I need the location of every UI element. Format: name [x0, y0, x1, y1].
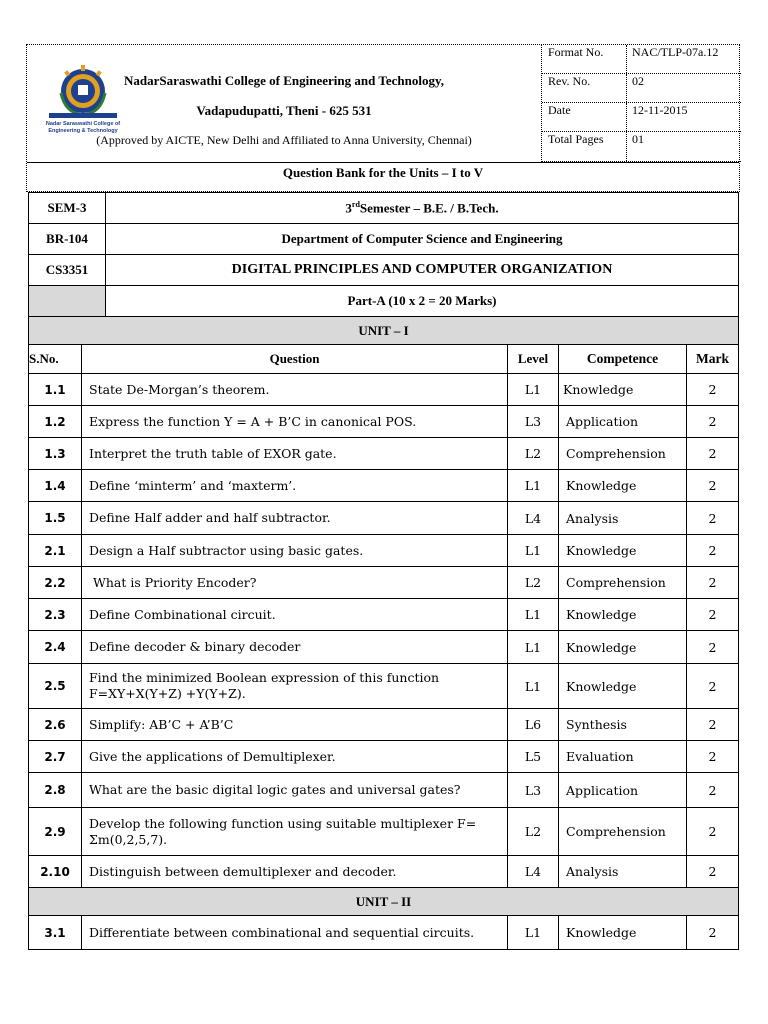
table-row [29, 664, 739, 709]
question-mark: 2 [687, 535, 739, 567]
meta-format-no [542, 45, 741, 74]
document-header [26, 44, 740, 192]
question-number: 2.8 [29, 773, 82, 808]
column-header-mark: Mark [687, 345, 739, 374]
question-competence: Comprehension [559, 567, 687, 599]
course-row [29, 255, 739, 286]
question-number: 2.3 [29, 599, 82, 631]
document-meta-table [541, 45, 741, 162]
department-name: Department of Computer Science and Engineering [106, 224, 739, 255]
unit-title: UNIT – I [29, 317, 739, 345]
question-level: L1 [508, 599, 559, 631]
question-competence: Knowledge [559, 916, 687, 950]
question-text: Simplify: AB’C + A’B’C [82, 709, 508, 741]
question-level: L3 [508, 773, 559, 808]
question-competence: Analysis [559, 856, 687, 888]
column-header-row [29, 345, 739, 374]
table-row [29, 535, 739, 567]
question-competence: Knowledge [559, 631, 687, 664]
question-text: Define Half adder and half subtractor. [82, 502, 508, 535]
question-competence: Knowledge [559, 470, 687, 502]
sem-code: SEM-3 [29, 193, 106, 224]
question-text: Interpret the truth table of EXOR gate. [82, 438, 508, 470]
question-level: L1 [508, 535, 559, 567]
table-row [29, 567, 739, 599]
course-code: CS3351 [29, 255, 106, 286]
question-level: L2 [508, 808, 559, 856]
meta-rev-no [542, 74, 741, 103]
question-text: Define decoder & binary decoder [82, 631, 508, 664]
empty-cell [29, 286, 106, 317]
question-level: L2 [508, 567, 559, 599]
question-text: Differentiate between combinational and sequential circuits. [82, 916, 508, 950]
question-number: 2.6 [29, 709, 82, 741]
unit-title: UNIT – II [29, 888, 739, 916]
question-text: State De-Morgan’s theorem. [82, 374, 508, 406]
question-text: Distinguish between demultiplexer and decoder. [82, 856, 508, 888]
question-text: Express the function Y = A + B’C in canonical POS. [82, 406, 508, 438]
table-row [29, 406, 739, 438]
table-row [29, 916, 739, 950]
question-mark: 2 [687, 631, 739, 664]
table-row [29, 374, 739, 406]
question-text-line: F=XY+X(Y+Z) +Y(Y+Z). [89, 686, 246, 701]
question-mark: 2 [687, 709, 739, 741]
question-text: Define ‘minterm’ and ‘maxterm’. [82, 470, 508, 502]
sem-text: Semester – B.E. / B.Tech. [359, 200, 499, 216]
meta-key: Total Pages [548, 132, 604, 146]
question-number: 1.1 [29, 374, 82, 406]
question-number: 1.2 [29, 406, 82, 438]
question-competence: Knowledge [559, 535, 687, 567]
question-number: 2.1 [29, 535, 82, 567]
question-text-line: Develop the following function using suitable multiplexer F= [89, 815, 477, 831]
question-mark: 2 [687, 374, 739, 406]
question-number: 2.9 [29, 808, 82, 856]
table-row [29, 808, 739, 856]
question-mark: 2 [687, 502, 739, 535]
question-number: 2.5 [29, 664, 82, 709]
table-row [29, 773, 739, 808]
column-header-level: Level [508, 345, 559, 374]
question-mark: 2 [687, 773, 739, 808]
meta-value: 02 [632, 74, 644, 88]
approval-note: (Approved by AICTE, New Delhi and Affiliated to Anna University, Chennai) [96, 133, 472, 147]
column-header-competence: Competence [559, 345, 687, 374]
question-mark: 2 [687, 406, 739, 438]
question-text-line: Find the minimized Boolean expression of this function [89, 670, 440, 685]
table-row [29, 856, 739, 888]
question-level: L1 [508, 374, 559, 406]
question-mark: 2 [687, 438, 739, 470]
question-competence: Analysis [559, 502, 687, 535]
question-level: L6 [508, 709, 559, 741]
branch-row [29, 224, 739, 255]
question-bank-title: Question Bank for the Units – I to V [27, 162, 739, 192]
question-text [82, 664, 508, 709]
question-competence: Application [559, 773, 687, 808]
sem-suffix: rd [351, 199, 360, 209]
meta-total-pages [542, 132, 741, 161]
logo-caption-line1: Nadar Saraswathi College of [45, 121, 121, 127]
question-competence: Evaluation [559, 741, 687, 773]
semester-row [29, 193, 739, 224]
question-level: L1 [508, 470, 559, 502]
meta-value: NAC/TLP-07a.12 [632, 45, 719, 59]
meta-key: Date [548, 103, 571, 117]
question-number: 1.4 [29, 470, 82, 502]
question-number: 1.3 [29, 438, 82, 470]
question-number: 2.2 [29, 567, 82, 599]
question-text-line: Σm(0,2,5,7). [89, 831, 168, 847]
question-text: What is Priority Encoder? [82, 567, 508, 599]
question-mark: 2 [687, 856, 739, 888]
question-number: 1.5 [29, 502, 82, 535]
question-competence: Comprehension [559, 808, 687, 856]
part-row [29, 286, 739, 317]
question-number: 2.10 [29, 856, 82, 888]
branch-code: BR-104 [29, 224, 106, 255]
table-row [29, 631, 739, 664]
table-row [29, 502, 739, 535]
question-mark: 2 [687, 916, 739, 950]
question-number: 2.7 [29, 741, 82, 773]
meta-key: Format No. [548, 45, 604, 59]
meta-value: 12-11-2015 [632, 103, 688, 117]
college-address: Vadapudupatti, Theni - 625 531 [196, 103, 372, 118]
question-text: Design a Half subtractor using basic gates. [82, 535, 508, 567]
question-mark: 2 [687, 741, 739, 773]
question-text: What are the basic digital logic gates and universal gates? [82, 773, 508, 808]
part-title: Part-A (10 x 2 = 20 Marks) [106, 286, 739, 317]
question-number: 2.4 [29, 631, 82, 664]
question-mark: 2 [687, 567, 739, 599]
course-info-table [28, 192, 739, 317]
question-competence: Knowledge [559, 664, 687, 709]
questions-table [28, 316, 739, 950]
unit-header-row [29, 888, 739, 916]
table-row [29, 599, 739, 631]
question-level: L5 [508, 741, 559, 773]
course-name: DIGITAL PRINCIPLES AND COMPUTER ORGANIZATION [106, 255, 739, 286]
question-level: L1 [508, 664, 559, 709]
question-text [82, 808, 508, 856]
column-header-sno: S.No. [29, 345, 82, 374]
unit-header-row [29, 317, 739, 345]
sem-ordinal: 3 [345, 200, 352, 216]
question-level: L4 [508, 502, 559, 535]
question-mark: 2 [687, 470, 739, 502]
logo-caption-line2: Engineering & Technology [48, 128, 118, 134]
question-text: Define Combinational circuit. [82, 599, 508, 631]
question-mark: 2 [687, 599, 739, 631]
question-competence: Knowledge [559, 599, 687, 631]
question-level: L4 [508, 856, 559, 888]
question-level: L1 [508, 631, 559, 664]
column-header-question: Question [82, 345, 508, 374]
question-competence: Synthesis [559, 709, 687, 741]
college-name: NadarSaraswathi College of Engineering and Technology, [124, 73, 444, 88]
table-row [29, 741, 739, 773]
table-row [29, 470, 739, 502]
question-competence: Application [559, 406, 687, 438]
question-level: L2 [508, 438, 559, 470]
question-mark: 2 [687, 808, 739, 856]
question-competence: Knowledge [559, 374, 687, 406]
meta-date [542, 103, 741, 132]
question-level: L3 [508, 406, 559, 438]
question-number: 3.1 [29, 916, 82, 950]
meta-value: 01 [632, 132, 644, 146]
question-competence: Comprehension [559, 438, 687, 470]
semester-title [106, 193, 739, 224]
meta-key: Rev. No. [548, 74, 591, 88]
table-row [29, 438, 739, 470]
table-row [29, 709, 739, 741]
question-level: L1 [508, 916, 559, 950]
question-mark: 2 [687, 664, 739, 709]
question-text: Give the applications of Demultiplexer. [82, 741, 508, 773]
